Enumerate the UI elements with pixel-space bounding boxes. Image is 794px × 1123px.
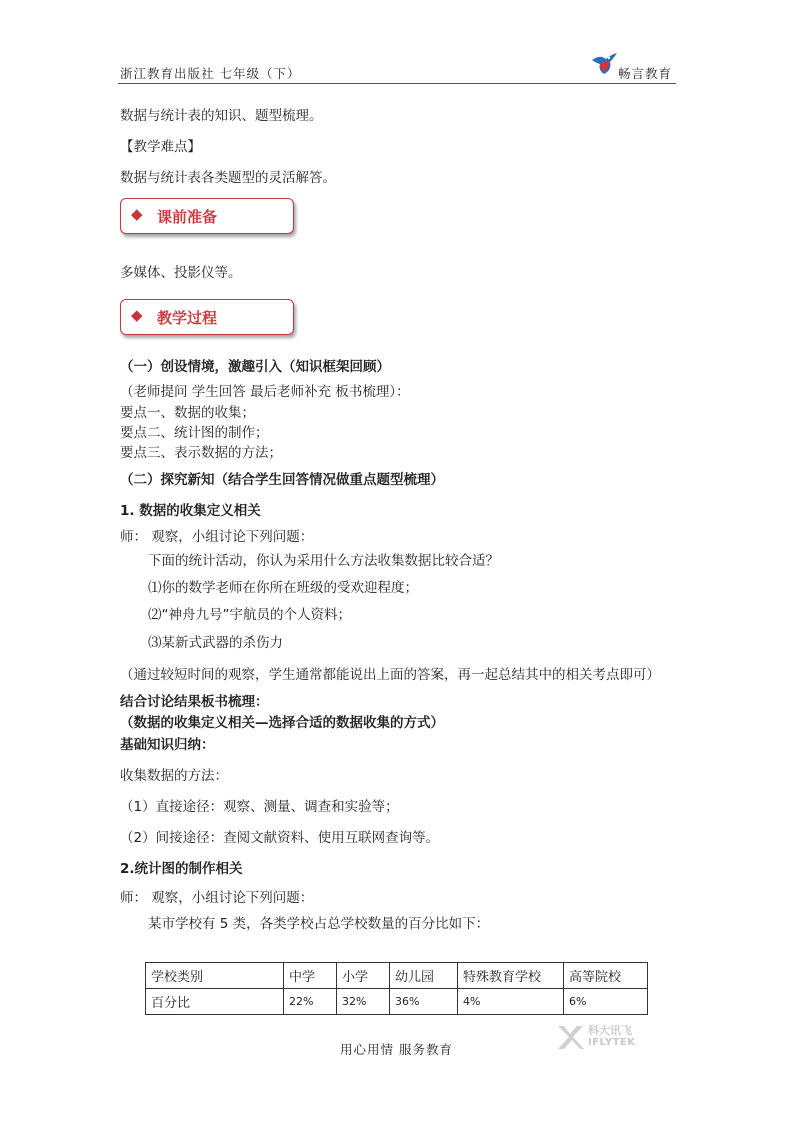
- s2-title: 2.统计图的制作相关: [120, 861, 243, 877]
- table-cell: 32%: [337, 989, 390, 1015]
- section-prep-box: [120, 198, 294, 234]
- section-process-box: [120, 299, 294, 335]
- part2-heading: （二）探究新知（结合学生回答情况做重点题型梳理）: [120, 472, 444, 488]
- header-brand: 畅言教育: [618, 66, 673, 81]
- header-publisher: 浙江教育出版社 七年级（下）: [120, 66, 301, 81]
- header-divider: [118, 83, 676, 84]
- table-header-row: [146, 963, 648, 989]
- difficulty-heading: 【教学难点】: [120, 139, 201, 155]
- s1-teacher: 师： 观察，小组讨论下列问题：: [120, 529, 314, 545]
- point-item: 要点二、统计图的制作；: [120, 425, 269, 441]
- section-prep-title: 课前准备: [157, 208, 218, 226]
- s1-item: ⑶某新式武器的杀伤力: [148, 635, 283, 651]
- basics-title: 基础知识归纳：: [120, 737, 215, 753]
- summary-title: 结合讨论结果板书梳理：: [120, 694, 269, 710]
- iflytek-logo-icon: [555, 1022, 585, 1052]
- table-cell: 22%: [284, 989, 337, 1015]
- s2-intro: 某市学校有 5 类，各类学校占总学校数量的百分比如下：: [148, 916, 490, 932]
- prep-text: 多媒体、投影仪等。: [120, 265, 242, 281]
- diamond-icon: ◆: [131, 205, 143, 223]
- diamond-icon: ◆: [131, 306, 143, 324]
- point-item: 要点三、表示数据的方法；: [120, 445, 282, 461]
- table-cell: 学校类别: [146, 963, 284, 989]
- watermark-en: IFLYTEK: [588, 1037, 636, 1048]
- intro-line: 数据与统计表的知识、题型梳理。: [120, 108, 323, 124]
- s2-teacher: 师： 观察，小组讨论下列问题：: [120, 890, 314, 906]
- method-item: （1）直接途径：观察、测量、调查和实验等；: [120, 799, 399, 815]
- table-cell: 小学: [337, 963, 390, 989]
- method-title: 收集数据的方法：: [120, 768, 228, 784]
- table-cell: 中学: [284, 963, 337, 989]
- table-cell: 特殊教育学校: [458, 963, 564, 989]
- method-item: （2）间接途径：查阅文献资料、使用互联网查询等。: [120, 830, 440, 846]
- part1-note: （老师提问 学生回答 最后老师补充 板书梳理）：: [120, 384, 410, 400]
- table-cell: 幼儿园: [390, 963, 458, 989]
- watermark-cn: 科大讯飞: [588, 1024, 632, 1037]
- footer-slogan: 用心用情 服务教育: [340, 1042, 453, 1057]
- section-process-title: 教学过程: [157, 309, 218, 327]
- s1-item: ⑵“神舟九号”宇航员的个人资料；: [148, 607, 351, 623]
- s1-note: （通过较短时间的观察，学生通常都能说出上面的答案，再一起总结其中的相关考点即可）: [120, 667, 660, 683]
- table-cell: 36%: [390, 989, 458, 1015]
- summary-sub: （数据的收集定义相关—选择合适的数据收集的方式）: [120, 715, 444, 731]
- table-row: [146, 989, 648, 1015]
- school-percentage-table: [145, 962, 648, 1015]
- bird-logo-icon: [590, 50, 618, 78]
- table-cell: 4%: [458, 989, 564, 1015]
- difficulty-text: 数据与统计表各类题型的灵活解答。: [120, 170, 336, 186]
- table-cell: 高等院校: [564, 963, 648, 989]
- s1-title: 1. 数据的收集定义相关: [120, 503, 261, 519]
- point-item: 要点一、数据的收集；: [120, 405, 255, 421]
- s1-question: 下面的统计活动，你认为采用什么方法收集数据比较合适？: [148, 553, 499, 569]
- table-cell: 百分比: [146, 989, 284, 1015]
- table-cell: 6%: [564, 989, 648, 1015]
- part1-heading: （一）创设情境，激趣引入（知识框架回顾）: [120, 359, 390, 375]
- s1-item: ⑴你的数学老师在你所在班级的受欢迎程度；: [148, 580, 418, 596]
